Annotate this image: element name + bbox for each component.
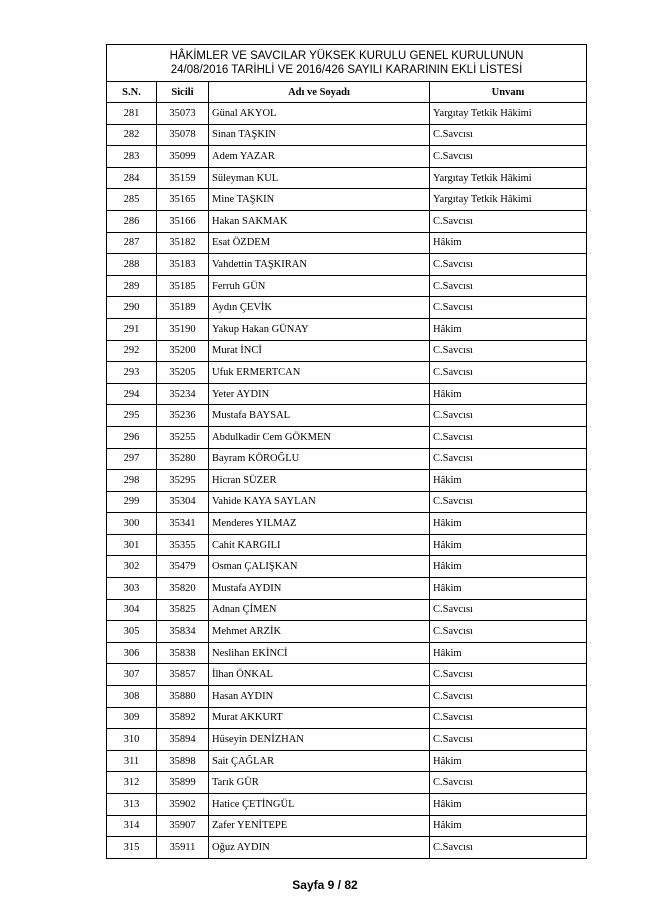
document-title-line-2: 24/08/2016 TARİHLİ VE 2016/426 SAYILI KARARININ EKLİ LİSTESİ	[170, 64, 523, 76]
cell-name: Adem YAZAR	[209, 146, 430, 168]
cell-unvan: Yargıtay Tetkik Hâkimi	[430, 103, 587, 125]
table-row	[107, 470, 587, 492]
table-row	[107, 340, 587, 362]
cell-sicil: 35907	[157, 815, 209, 837]
cell-unvan: C.Savcısı	[430, 621, 587, 643]
cell-name: Sinan TAŞKIN	[209, 124, 430, 146]
cell-unvan: C.Savcısı	[430, 275, 587, 297]
cell-sn: 302	[107, 556, 157, 578]
table-row	[107, 146, 587, 168]
table-row	[107, 664, 587, 686]
cell-sicil: 35341	[157, 513, 209, 535]
cell-sicil: 35820	[157, 578, 209, 600]
cell-unvan: Hâkim	[430, 513, 587, 535]
cell-unvan: Yargıtay Tetkik Hâkimi	[430, 167, 587, 189]
cell-name: Yeter AYDIN	[209, 383, 430, 405]
cell-unvan: C.Savcısı	[430, 210, 587, 232]
cell-name: Osman ÇALIŞKAN	[209, 556, 430, 578]
table-row	[107, 837, 587, 859]
cell-name: Bayram KÖROĞLU	[209, 448, 430, 470]
cell-unvan: C.Savcısı	[430, 297, 587, 319]
table-row	[107, 254, 587, 276]
cell-name: Mustafa AYDIN	[209, 578, 430, 600]
column-header-sn: S.N.	[107, 82, 157, 103]
cell-name: Aydın ÇEVİK	[209, 297, 430, 319]
cell-sicil: 35894	[157, 729, 209, 751]
document-title-line-1: HÂKİMLER VE SAVCILAR YÜKSEK KURULU GENEL KURULUNUN	[169, 50, 524, 62]
table-row	[107, 275, 587, 297]
cell-unvan: Hâkim	[430, 470, 587, 492]
column-header-name: Adı ve Soyadı	[209, 82, 430, 103]
table-row	[107, 124, 587, 146]
table-row	[107, 426, 587, 448]
personnel-list-table	[106, 44, 587, 859]
cell-sn: 309	[107, 707, 157, 729]
cell-sicil: 35834	[157, 621, 209, 643]
cell-unvan: C.Savcısı	[430, 146, 587, 168]
cell-sicil: 35255	[157, 426, 209, 448]
cell-sn: 297	[107, 448, 157, 470]
cell-name: Hakan SAKMAK	[209, 210, 430, 232]
cell-sicil: 35295	[157, 470, 209, 492]
cell-sn: 285	[107, 189, 157, 211]
cell-name: Mustafa BAYSAL	[209, 405, 430, 427]
cell-sicil: 35355	[157, 534, 209, 556]
table-body	[107, 103, 587, 859]
cell-unvan: Hâkim	[430, 232, 587, 254]
cell-sicil: 35182	[157, 232, 209, 254]
table-row	[107, 232, 587, 254]
cell-unvan: C.Savcısı	[430, 254, 587, 276]
table-row	[107, 534, 587, 556]
cell-sn: 294	[107, 383, 157, 405]
cell-unvan: Hâkim	[430, 534, 587, 556]
table-row	[107, 621, 587, 643]
cell-name: Abdulkadir Cem GÖKMEN	[209, 426, 430, 448]
cell-unvan: C.Savcısı	[430, 729, 587, 751]
cell-name: Ferruh GÜN	[209, 275, 430, 297]
cell-sn: 298	[107, 470, 157, 492]
cell-name: Murat İNCİ	[209, 340, 430, 362]
cell-sicil: 35078	[157, 124, 209, 146]
cell-name: Hasan AYDIN	[209, 686, 430, 708]
cell-unvan: Hâkim	[430, 318, 587, 340]
cell-name: Zafer YENİTEPE	[209, 815, 430, 837]
cell-unvan: Hâkim	[430, 794, 587, 816]
cell-sn: 303	[107, 578, 157, 600]
cell-name: İlhan ÖNKAL	[209, 664, 430, 686]
table-row	[107, 513, 587, 535]
page-number: Sayfa 9 / 82	[292, 878, 358, 892]
document-title-row	[107, 45, 587, 82]
table-row	[107, 794, 587, 816]
cell-unvan: Hâkim	[430, 578, 587, 600]
cell-name: Vahdettin TAŞKIRAN	[209, 254, 430, 276]
cell-sicil: 35236	[157, 405, 209, 427]
cell-name: Hicran SÜZER	[209, 470, 430, 492]
table-row	[107, 599, 587, 621]
table-row	[107, 297, 587, 319]
cell-sicil: 35825	[157, 599, 209, 621]
table-row	[107, 815, 587, 837]
cell-unvan: C.Savcısı	[430, 448, 587, 470]
cell-sicil: 35159	[157, 167, 209, 189]
cell-name: Ufuk ERMERTCAN	[209, 362, 430, 384]
cell-sicil: 35073	[157, 103, 209, 125]
cell-sn: 300	[107, 513, 157, 535]
cell-sicil: 35099	[157, 146, 209, 168]
table-row	[107, 383, 587, 405]
cell-name: Günal AKYOL	[209, 103, 430, 125]
table-row	[107, 448, 587, 470]
cell-sicil: 35200	[157, 340, 209, 362]
cell-sicil: 35280	[157, 448, 209, 470]
table-row	[107, 405, 587, 427]
cell-sicil: 35190	[157, 318, 209, 340]
cell-name: Menderes YILMAZ	[209, 513, 430, 535]
cell-name: Tarık GÜR	[209, 772, 430, 794]
cell-unvan: C.Savcısı	[430, 837, 587, 859]
cell-name: Mehmet ARZİK	[209, 621, 430, 643]
cell-sicil: 35166	[157, 210, 209, 232]
table-row	[107, 556, 587, 578]
table-row	[107, 578, 587, 600]
cell-sicil: 35165	[157, 189, 209, 211]
cell-unvan: C.Savcısı	[430, 599, 587, 621]
cell-sn: 312	[107, 772, 157, 794]
cell-unvan: C.Savcısı	[430, 405, 587, 427]
cell-sicil: 35898	[157, 750, 209, 772]
column-header-row	[107, 82, 587, 103]
table-row	[107, 686, 587, 708]
table-row	[107, 189, 587, 211]
column-header-sicil: Sicili	[157, 82, 209, 103]
cell-unvan: C.Savcısı	[430, 340, 587, 362]
cell-name: Cahit KARGILI	[209, 534, 430, 556]
cell-sicil: 35857	[157, 664, 209, 686]
cell-unvan: C.Savcısı	[430, 426, 587, 448]
cell-sn: 291	[107, 318, 157, 340]
cell-sn: 299	[107, 491, 157, 513]
cell-sn: 314	[107, 815, 157, 837]
table-row	[107, 729, 587, 751]
cell-sn: 308	[107, 686, 157, 708]
cell-unvan: C.Savcısı	[430, 772, 587, 794]
cell-sn: 313	[107, 794, 157, 816]
cell-name: Neslihan EKİNCİ	[209, 642, 430, 664]
cell-sicil: 35205	[157, 362, 209, 384]
table-row	[107, 772, 587, 794]
cell-unvan: C.Savcısı	[430, 491, 587, 513]
cell-sicil: 35892	[157, 707, 209, 729]
column-header-unvan: Unvanı	[430, 82, 587, 103]
cell-sicil: 35902	[157, 794, 209, 816]
cell-sicil: 35479	[157, 556, 209, 578]
cell-sn: 304	[107, 599, 157, 621]
cell-sn: 305	[107, 621, 157, 643]
cell-name: Mine TAŞKIN	[209, 189, 430, 211]
table-head	[107, 45, 587, 103]
cell-sn: 306	[107, 642, 157, 664]
table-row	[107, 750, 587, 772]
cell-sn: 295	[107, 405, 157, 427]
cell-sicil: 35234	[157, 383, 209, 405]
cell-sn: 282	[107, 124, 157, 146]
cell-sicil: 35899	[157, 772, 209, 794]
cell-sn: 289	[107, 275, 157, 297]
table-row	[107, 210, 587, 232]
cell-sn: 281	[107, 103, 157, 125]
cell-sicil: 35189	[157, 297, 209, 319]
table-row	[107, 707, 587, 729]
cell-sicil: 35911	[157, 837, 209, 859]
cell-sicil: 35838	[157, 642, 209, 664]
cell-name: Oğuz AYDIN	[209, 837, 430, 859]
cell-sn: 283	[107, 146, 157, 168]
cell-sn: 293	[107, 362, 157, 384]
table-row	[107, 103, 587, 125]
cell-name: Hüseyin DENİZHAN	[209, 729, 430, 751]
cell-sn: 288	[107, 254, 157, 276]
cell-unvan: C.Savcısı	[430, 686, 587, 708]
cell-sicil: 35185	[157, 275, 209, 297]
cell-sn: 286	[107, 210, 157, 232]
cell-sicil: 35880	[157, 686, 209, 708]
cell-sn: 310	[107, 729, 157, 751]
cell-name: Hatice ÇETİNGÜL	[209, 794, 430, 816]
cell-sicil: 35304	[157, 491, 209, 513]
cell-sn: 287	[107, 232, 157, 254]
cell-sn: 311	[107, 750, 157, 772]
cell-sn: 301	[107, 534, 157, 556]
cell-sn: 296	[107, 426, 157, 448]
table-row	[107, 362, 587, 384]
document-title	[107, 45, 587, 82]
table-row	[107, 642, 587, 664]
cell-sn: 307	[107, 664, 157, 686]
cell-sn: 315	[107, 837, 157, 859]
cell-sicil: 35183	[157, 254, 209, 276]
cell-unvan: Yargıtay Tetkik Hâkimi	[430, 189, 587, 211]
cell-name: Sait ÇAĞLAR	[209, 750, 430, 772]
cell-unvan: Hâkim	[430, 815, 587, 837]
cell-unvan: Hâkim	[430, 750, 587, 772]
cell-name: Yakup Hakan GÜNAY	[209, 318, 430, 340]
cell-name: Vahide KAYA SAYLAN	[209, 491, 430, 513]
cell-name: Esat ÖZDEM	[209, 232, 430, 254]
cell-unvan: Hâkim	[430, 383, 587, 405]
table-row	[107, 318, 587, 340]
cell-name: Süleyman KUL	[209, 167, 430, 189]
cell-name: Murat AKKURT	[209, 707, 430, 729]
cell-sn: 284	[107, 167, 157, 189]
cell-unvan: C.Savcısı	[430, 664, 587, 686]
cell-unvan: Hâkim	[430, 642, 587, 664]
cell-unvan: C.Savcısı	[430, 707, 587, 729]
table-row	[107, 167, 587, 189]
cell-sn: 290	[107, 297, 157, 319]
cell-unvan: C.Savcısı	[430, 124, 587, 146]
table-row	[107, 491, 587, 513]
cell-unvan: C.Savcısı	[430, 362, 587, 384]
cell-name: Adnan ÇİMEN	[209, 599, 430, 621]
cell-sn: 292	[107, 340, 157, 362]
cell-unvan: Hâkim	[430, 556, 587, 578]
